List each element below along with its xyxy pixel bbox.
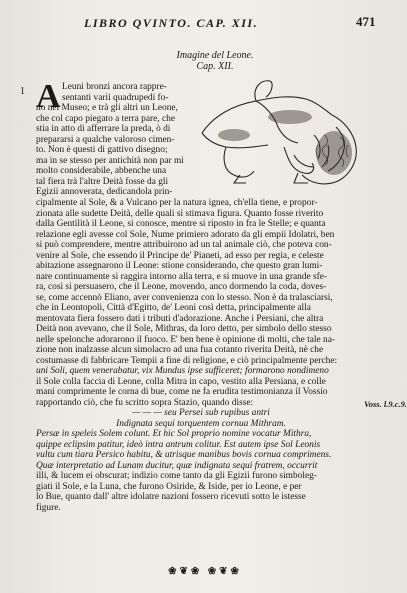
body-text-block xyxy=(36,198,366,513)
verse-line: — — — seu Persei sub rupibus antri xyxy=(132,408,270,418)
text-line: mentovata fiera fossero dati i tributi d'adorazione. Anche i Persiani, che altra xyxy=(36,313,324,324)
text-line: mani comprimente le corna di bue, come ne fa erudita testimonianza il Vossio xyxy=(36,387,328,397)
chapter-heading xyxy=(120,50,310,72)
text-line: il Sole colla faccia di Leone, colla Mitra in capo, vestito alla Persiana, e colle xyxy=(36,376,326,387)
text-line: abitazione assegnarono il Leone: stione considerando, che questo gran lumi- xyxy=(36,261,323,271)
text-line: costumasse di fabbricare Tempii a fine di religione, e ciò principalmente perche: xyxy=(36,355,338,366)
text-line: si può comprendere, mentre attribuirono ad un tal animale ciò, che poteva con- xyxy=(36,240,332,250)
page-number: 471 xyxy=(356,14,376,29)
text-line: rapportando ciò, che fu scritto sopra Stazio, quando disse: xyxy=(36,397,254,408)
text-line: figure. xyxy=(36,502,61,513)
text-line: cipalmente al Sole, & a Vulcano per la natura ignea, ch'ella tiene, e propor- xyxy=(36,198,318,208)
text-line: se, come accennò Eliano, aver convenienza con lo stesso. Non è da tralasciarsi, xyxy=(36,292,333,303)
text-line: Deità non avevano, che il Sole, Mithras, da loro detto, per simbolo dello stesso xyxy=(36,324,332,334)
text-line: Leuni bronzi ancora rappre- xyxy=(62,82,167,92)
text-line: ra, così si persuasero, che il Leone, movendo, anco dormendo la coda, doves- xyxy=(36,282,327,292)
text-line: Quæ interpretatio ad Lunam ducitur, quæ indignata sequi fratrem, occurrit xyxy=(36,460,318,471)
text-line: sentanti varii quadrupedi fo- xyxy=(62,92,169,103)
text-line: prepararsi a qualche valoroso cimen- xyxy=(36,134,175,145)
text-line: dalla Gentilità il Leone, si conosce, mentre si riposto in fra le Stelle; e quanta xyxy=(36,219,326,229)
verse-line: Indignata sequi torquentem cornua Mithram. xyxy=(116,418,286,429)
text-line: che col capo piegato a terra pare, che xyxy=(36,113,175,124)
text-line: illi, & lucem ei obscurat; indizio come tanto da gli Egizii furono simboleg- xyxy=(36,471,317,481)
text-line: no nel Museo; e trà gli altri un Leone, xyxy=(36,103,178,113)
paragraph-number: 1 xyxy=(20,86,25,97)
text-line: che in Leontopoli, Città d'Egitto, de' Leoni così detta, principalmente alla xyxy=(36,303,311,313)
text-line: tal fiera trà l'altre Deità fosse da gli xyxy=(36,176,169,187)
margin-reference: Voss. l.9.c.9. xyxy=(364,399,407,409)
text-line: zione non inalzasse alcun simolacro ad una fua cotanto riverita Deità, nè che xyxy=(36,345,324,355)
text-line: molto considerabile, abbenche una xyxy=(36,166,167,176)
text-line: Persæ in speleis Solem colunt. Et hic Sol proprio nomine vocatur Mithra, xyxy=(36,429,312,439)
narrow-column-text xyxy=(36,78,184,198)
text-line: to. Non è questi di gattivo disegno; xyxy=(36,145,168,155)
text-line: lo Bue, quanto dall' altre idolatre nazioni fossero ricevuti sotto le istesse xyxy=(36,492,306,502)
running-head: LIBRO QVINTO. CAP. XII. xyxy=(84,16,259,30)
chapter-title: Imagine del Leone. xyxy=(176,50,254,61)
drop-cap: A xyxy=(36,78,61,115)
text-line: nelle spelonche adorarono il fuoco. E' ben bene è opinione di molti, che tale na- xyxy=(36,334,335,345)
text-line: giati il Sole, e la Luna, che furono Osiride, & Iside, per io Leone, e per xyxy=(36,481,302,492)
text-line: venire al Sole, che essendo il Principe de' Pianeti, ad esso per regia, e celeste xyxy=(36,250,324,261)
chapter-number: Cap. XII. xyxy=(196,61,234,72)
text-line: uni Soli, quem venerabatur, vix Mundus ipse sufficeret; formarono nondimeno xyxy=(36,366,329,376)
text-line: quippe eclipsim patitur, ideò intra antrum colitur. Est autem ipse Sol Leonis xyxy=(36,439,321,450)
text-line: nare continuamente si raggira intorno alla terra, e si muove in una grande sfe- xyxy=(36,271,328,282)
text-line: zionata alle sudette Deità, delle quali sì stimava figura. Quanto fosse riverito xyxy=(36,208,324,219)
text-line: Egizii annoverata, dedicandola prin- xyxy=(36,187,173,197)
text-line: stia in atto di afferrare la preda, ò di xyxy=(36,124,171,134)
text-line: vultu cum tiara Persico habitu, & utrisque manibus bovis cornua comprimens. xyxy=(36,450,332,460)
text-line: ma in se stesso per antichità non par mi xyxy=(36,155,184,166)
text-line: relazione egli avesse col Sole, Nume primiero adorato da gli empii Idolatri, ben xyxy=(36,229,335,240)
lion-woodcut-icon xyxy=(194,75,364,193)
ornament-icon: ❀❦❀ ❀❦❀ xyxy=(168,566,242,577)
